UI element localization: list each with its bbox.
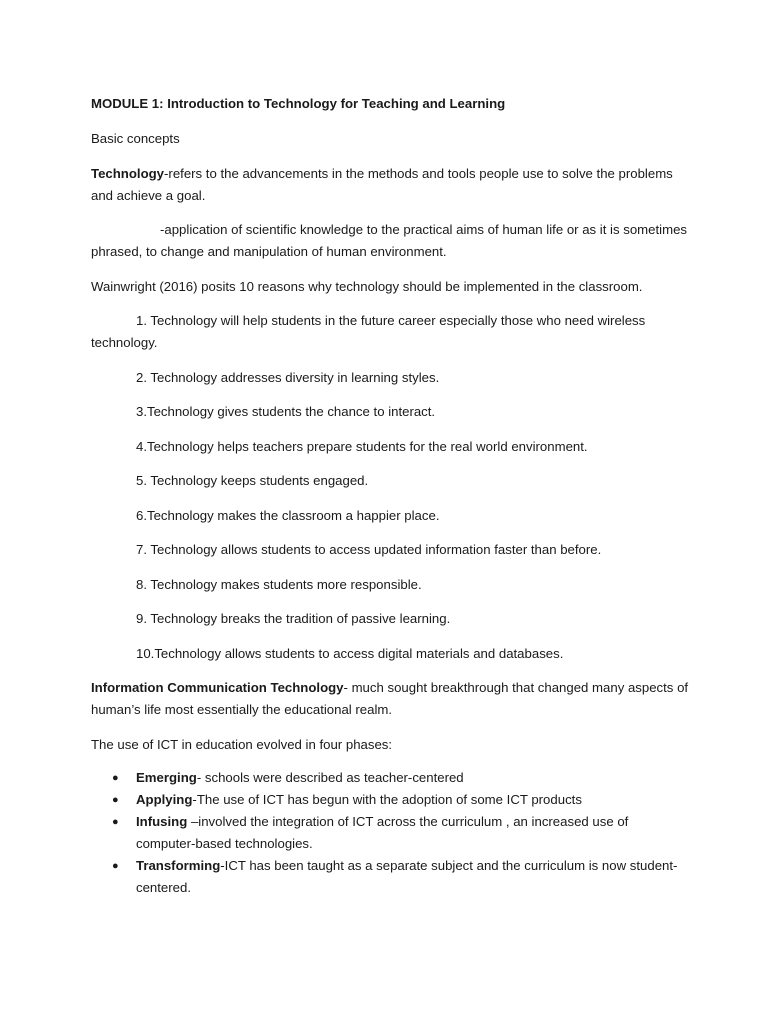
- reason-item-2: 2. Technology addresses diversity in learning styles.: [136, 369, 440, 385]
- technology-definition-continued: -application of scientific knowledge to the practical aims of human life or as it is sometimes phrased, to change and manipulation of human environment.: [91, 222, 688, 259]
- phase-item-applying: [91, 789, 691, 811]
- phase-item-infusing: [91, 811, 691, 855]
- reason-item-1: 1. Technology will help students in the future career especially those who need wireless technology.: [91, 313, 646, 350]
- phases-list: [91, 767, 691, 899]
- ict-term: Information Communication Technology: [91, 680, 344, 695]
- section-heading-basic-concepts: Basic concepts: [91, 131, 180, 146]
- module-title: MODULE 1: Introduction to Technology for Teaching and Learning: [91, 96, 506, 111]
- phase-text: -The use of ICT has begun with the adoption of some ICT products: [192, 792, 582, 807]
- phase-term: Transforming: [136, 858, 221, 873]
- technology-term: Technology: [91, 165, 165, 181]
- bullet-icon: ●: [112, 860, 119, 872]
- phase-term: Infusing: [136, 814, 191, 829]
- phase-item-emerging: [91, 767, 691, 789]
- reason-item-9: 9. Technology breaks the tradition of passive learning.: [136, 611, 451, 626]
- phases-intro: The use of ICT in education evolved in four phases:: [91, 736, 393, 752]
- bullet-icon: ●: [112, 794, 119, 806]
- phase-text: –involved the integration of ICT across the curriculum , an increased use of computer-based technologies.: [136, 814, 629, 851]
- reason-item-10: 10.Technology allows students to access digital materials and databases.: [136, 645, 564, 661]
- ict-definition-text: - much sought breakthrough that changed many aspects of human’s life most essentially the educational realm.: [91, 680, 689, 717]
- phase-term: Applying: [136, 792, 193, 807]
- reasons-intro: Wainwright (2016) posits 10 reasons why technology should be implemented in the classroom.: [91, 278, 643, 294]
- reason-item-7: 7. Technology allows students to access updated information faster than before.: [136, 542, 602, 557]
- document-page: [91, 93, 691, 899]
- reason-item-5: 5. Technology keeps students engaged.: [136, 473, 369, 488]
- technology-definition-text: -refers to the advancements in the methods and tools people use to solve the problems and achieve a goal.: [91, 165, 673, 203]
- phase-item-transforming: [91, 855, 691, 899]
- technology-definition: [91, 163, 691, 207]
- bullet-icon: ●: [112, 816, 119, 828]
- reason-item-6: 6.Technology makes the classroom a happier place.: [136, 507, 440, 523]
- reason-item-4: 4.Technology helps teachers prepare students for the real world environment.: [136, 438, 588, 454]
- bullet-icon: ●: [112, 772, 119, 784]
- phase-text: - schools were described as teacher-centered: [196, 770, 464, 785]
- ict-definition: [91, 677, 691, 721]
- reason-item-8: 8. Technology makes students more responsible.: [136, 576, 422, 592]
- reason-item-3: 3.Technology gives students the chance to interact.: [136, 404, 436, 419]
- phase-text: -ICT has been taught as a separate subject and the curriculum is now student-centered.: [136, 858, 678, 895]
- phase-term: Emerging: [136, 770, 197, 785]
